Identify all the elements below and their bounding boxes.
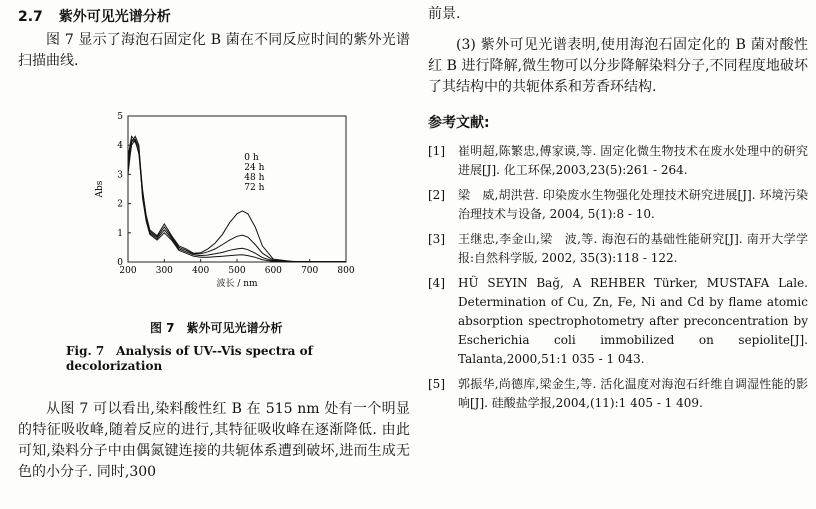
intro-paragraph: 图 7 显示了海泡石固定化 B 菌在不同反应时间的紫外光谱扫描曲线. bbox=[18, 32, 410, 69]
x-tick-label: 700 bbox=[301, 266, 319, 276]
x-tick-label: 300 bbox=[155, 266, 173, 276]
results-paragraph: 从图 7 可以看出,染料酸性红 B 在 515 nm 处有一个明显的特征吸收峰,随着反应的进行,其特征吸收峰在逐渐降低. 由此可知,染料分子中由偶氮键连接的共轭体系遭到破坏,进而生成无色的小分子. 同时,300 bbox=[18, 401, 410, 480]
x-axis-label: 波长 / nm bbox=[216, 279, 258, 289]
reference-text: 梁 威,胡洪营. 印染废水生物强化处理技术研究进展[J]. 环境污染治理技术与设备, 2004, 5(1):8 - 10. bbox=[458, 188, 808, 221]
y-axis-label: Abs bbox=[95, 180, 105, 198]
results-paragraph-wrap bbox=[18, 399, 410, 483]
section-number: 2.7 bbox=[18, 9, 43, 25]
legend-label: 0 h bbox=[244, 153, 259, 163]
left-column bbox=[18, 0, 410, 480]
series-line-72h bbox=[128, 136, 346, 261]
right-column bbox=[428, 0, 808, 419]
reference-text: 崔明超,陈繁忠,傅家谟,等. 固定化微生物技术在废水处理中的研究进展[J]. 化工环保,2003,23(5):261 - 264. bbox=[458, 144, 808, 177]
reference-list bbox=[428, 142, 808, 413]
x-tick-label: 600 bbox=[264, 266, 282, 276]
y-tick-label: 5 bbox=[117, 112, 123, 122]
y-tick-label: 2 bbox=[117, 199, 123, 210]
reference-item bbox=[428, 375, 808, 413]
series-line-0h bbox=[128, 139, 346, 261]
x-tick-label: 500 bbox=[228, 266, 246, 276]
conclusion-paragraph: (3) 紫外可见光谱表明,使用海泡石固定化的 B 菌对酸性红 B 进行降解,微生物可以分步降解染料分子,不同程度地破坏了其结构中的共轭体系和芳香环结构. bbox=[428, 37, 808, 95]
reference-number: [1] bbox=[428, 144, 445, 158]
reference-item bbox=[428, 230, 808, 268]
reference-number: [4] bbox=[428, 276, 445, 290]
figure-caption-en: Fig. 7 Analysis of UV--Vis spectra of decolorization bbox=[66, 344, 313, 373]
figure-caption-cn: 图 7 紫外可见光谱分析 bbox=[150, 321, 283, 335]
reference-number: [2] bbox=[428, 188, 445, 202]
section-heading bbox=[18, 6, 410, 26]
y-tick-label: 1 bbox=[117, 228, 123, 239]
x-tick-label: 400 bbox=[192, 266, 210, 276]
reference-item bbox=[428, 142, 808, 180]
figure-7 bbox=[90, 110, 370, 295]
legend-label: 24 h bbox=[244, 163, 265, 173]
legend-label: 48 h bbox=[244, 173, 265, 183]
reference-text: 王继忠,李金山,梁 波,等. 海泡石的基础性能研究[J]. 南开大学学报:自然科学版, 2002, 35(3):118 - 122. bbox=[458, 232, 808, 265]
y-tick-label: 3 bbox=[117, 170, 123, 181]
series-line-24h bbox=[128, 136, 346, 261]
x-tick-label: 200 bbox=[119, 266, 137, 276]
reference-text: 郭振华,尚德库,梁金生,等. 活化温度对海泡石纤维自调湿性能的影响[J]. 硅酸盐学报,2004,(11):1 405 - 1 409. bbox=[458, 377, 808, 410]
section-title: 紫外可见光谱分析 bbox=[58, 9, 171, 25]
continuation-text: 前景. bbox=[428, 6, 461, 22]
plot-frame bbox=[128, 116, 346, 262]
y-tick-label: 0 bbox=[117, 258, 123, 268]
reference-item bbox=[428, 274, 808, 369]
reference-text: HÜ SEYIN Bağ, A REHBER Türker, MUSTAFA Lale. Determination of Cu, Zn, Fe, Ni and Cd by flame atomic absorption spectrophotometry after preconcentration by Escherichia coli immobilized on sepiolite[J]. Talanta,2000,51:1 035 - 1 043. bbox=[458, 276, 808, 366]
uv-vis-chart bbox=[90, 110, 370, 295]
reference-item bbox=[428, 186, 808, 224]
y-tick-label: 4 bbox=[117, 141, 123, 152]
series-line-48h bbox=[128, 139, 346, 261]
references-title: 参考文献: bbox=[428, 115, 490, 131]
reference-number: [5] bbox=[428, 377, 445, 391]
x-tick-label: 800 bbox=[337, 266, 355, 276]
reference-number: [3] bbox=[428, 232, 445, 246]
legend-label: 72 h bbox=[244, 183, 265, 193]
